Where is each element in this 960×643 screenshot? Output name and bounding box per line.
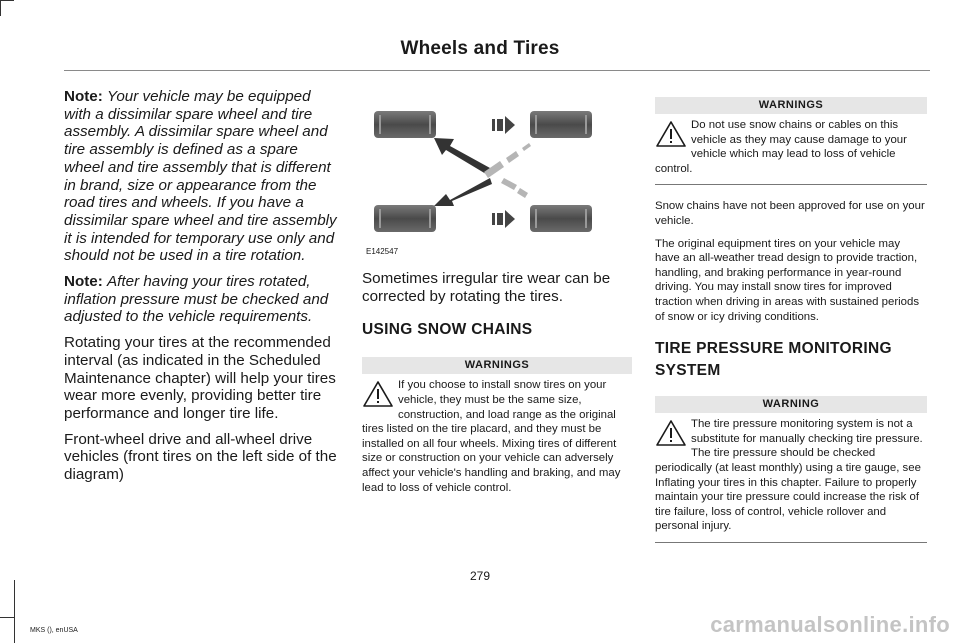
note-label: Note: — [64, 88, 103, 105]
warning-text: The tire pressure monitoring system is not a substitute for manually checking tire pressure. The tire pressure should be checked periodically (at least monthly) using a tire gauge, see Inflating your tires in this chapter. Failure to properly maintain your tire pressure could increase the risk of tire failure, loss of control, vehicle rollover and personal injury. — [655, 418, 923, 533]
tire-icon — [374, 205, 436, 232]
note-inflation — [64, 273, 338, 326]
arrow-right-icon — [492, 210, 515, 228]
warning-header: WARNING — [655, 396, 927, 413]
note-label: Note: — [64, 273, 103, 291]
note-text: After having your tires rotated, inflation pressure must be checked and adjusted to the vehicle requirements. — [64, 273, 329, 326]
tire-icon — [530, 111, 592, 138]
column-left — [64, 88, 338, 492]
tire-icon — [530, 205, 592, 232]
note-spare-wheel — [64, 88, 338, 265]
figure-id: E142547 — [366, 247, 399, 256]
footer-meta: MKS (), enUSA — [30, 627, 78, 634]
warning-triangle-icon — [655, 419, 687, 447]
crop-mark — [0, 0, 14, 1]
figure-caption: Sometimes irregular tire wear can be corrected by rotating the tires. — [362, 270, 611, 305]
watermark: carmanualsonline.info — [710, 612, 950, 637]
header-divider — [64, 70, 930, 71]
note-text: Your vehicle may be equipped with a dissimilar spare wheel and tire assembly. A dissimilar spare wheel and tire assembly is defined as a spare wheel and tire assembly that is different in brand, size or appearance from the road tires and wheels. If you have a dissimilar spare wheel and tire assembly it is intended for temporary use only and should not be used in a tire rotation. — [64, 88, 337, 265]
arrow-diagonal-down-icon — [434, 178, 492, 206]
warning-box-snow-chains — [655, 97, 927, 185]
warning-divider — [655, 542, 927, 543]
page-title: Wheels and Tires — [400, 38, 560, 59]
section-heading-snow-chains: USING SNOW CHAINS — [362, 321, 533, 339]
section-heading-tpms: TIRE PRESSURE MONITORING SYSTEM — [655, 340, 892, 380]
crop-mark — [14, 580, 15, 643]
page-number: 279 — [469, 569, 491, 583]
column-middle — [362, 88, 632, 495]
warning-header: WARNINGS — [362, 357, 632, 374]
warning-box-snow-tires — [362, 357, 632, 495]
crop-mark — [0, 617, 14, 618]
paragraph-drive-types: Front-wheel drive and all-wheel drive vehicles (front tires on the left side of the diagram) — [64, 430, 337, 484]
warning-body — [362, 378, 632, 495]
warning-header: WARNINGS — [655, 97, 927, 114]
warning-triangle-icon — [362, 380, 394, 408]
crop-mark — [0, 0, 1, 16]
warning-box-tpms — [655, 396, 927, 543]
warning-triangle-icon — [655, 120, 687, 148]
column-right — [655, 97, 927, 543]
arrow-diagonal-dashed-icon — [484, 143, 531, 198]
warning-body — [655, 118, 927, 176]
warning-text: If you choose to install snow tires on your vehicle, they must be the same size, construction, and load range as the original tires listed on the tire placard, and they must be installed on all four wheels. Mixing tires of different size or construction on your vehicle can adversely affect your vehicle's handling and braking, and may lead to loss of vehicle control. — [362, 379, 621, 494]
arrow-right-icon — [492, 116, 515, 134]
arrow-diagonal-up-icon — [434, 138, 490, 174]
warning-divider — [655, 184, 927, 185]
tire-rotation-diagram — [362, 88, 632, 256]
paragraph-chains-not-approved: Snow chains have not been approved for use on your vehicle. — [655, 200, 925, 227]
tire-rotation-diagram-svg — [362, 88, 632, 256]
warning-text: Do not use snow chains or cables on this vehicle as they may cause damage to your vehicle which may lead to loss of vehicle control. — [655, 119, 907, 175]
tire-icon — [374, 111, 436, 138]
warning-body — [655, 417, 927, 534]
paragraph-snow-tires: The original equipment tires on your vehicle may have an all-weather tread design to provide traction, handling, and braking performance in year-round driving. You may install snow tires for improved traction when driving in areas with sustained periods of snow or icy driving conditions. — [655, 237, 920, 323]
paragraph-rotation: Rotating your tires at the recommended interval (as indicated in the Scheduled Maintenance chapter) will help your tires wear more evenly, providing better tire performance and longer tire life. — [64, 334, 336, 422]
